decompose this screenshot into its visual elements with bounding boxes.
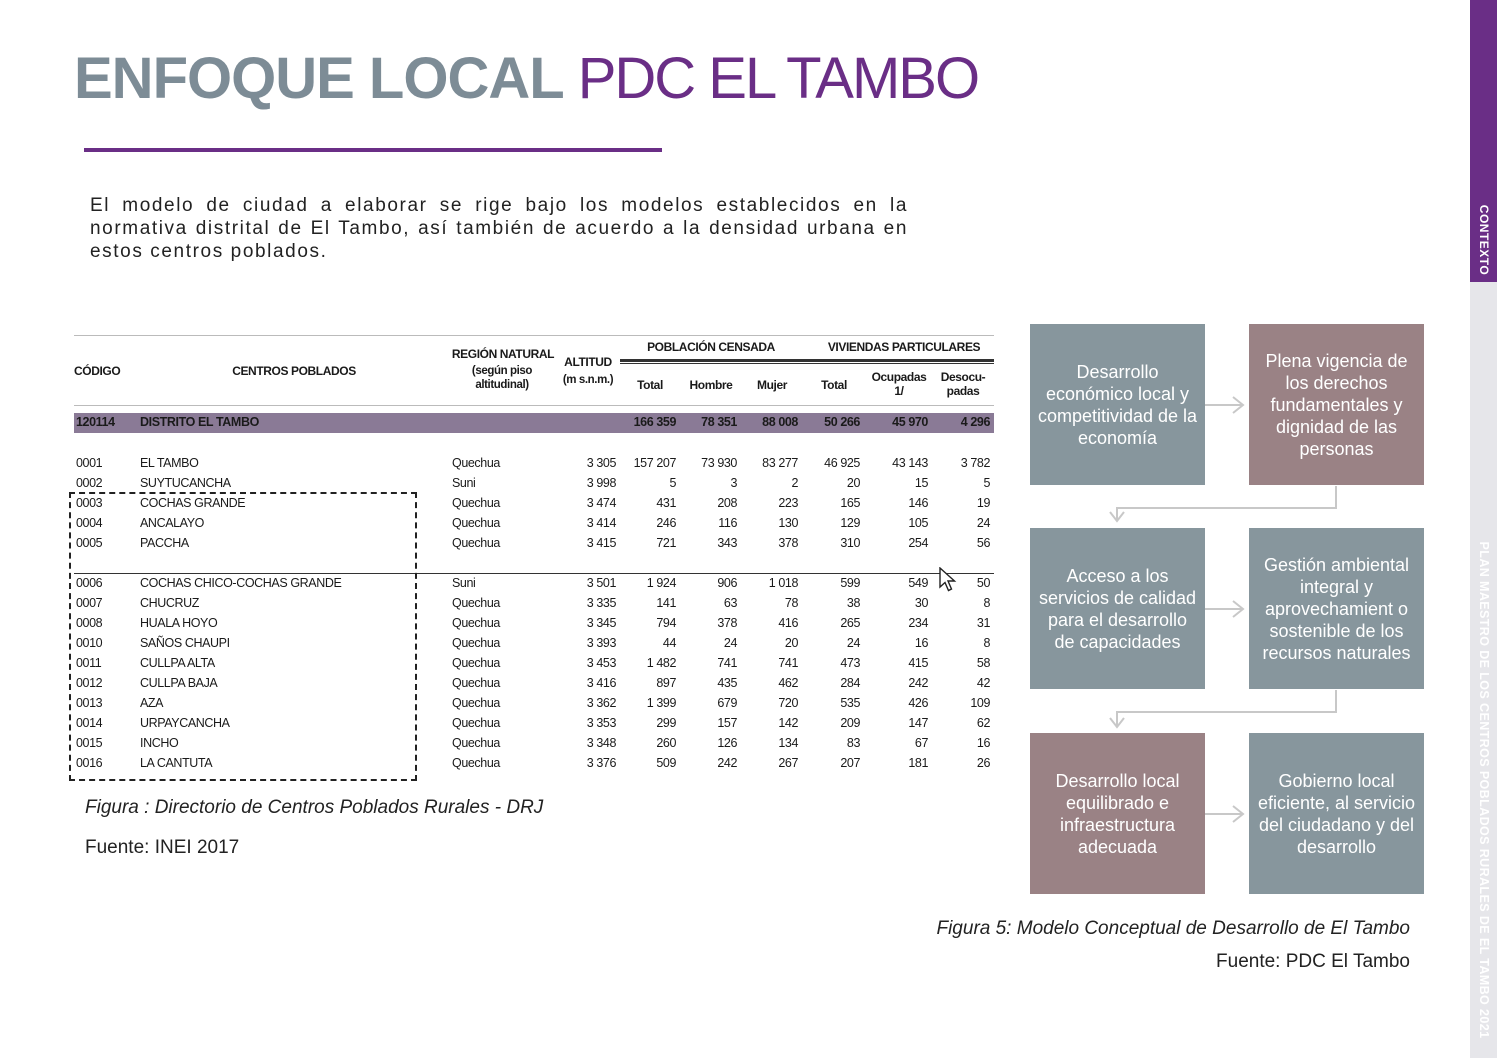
cell-alt: 3 415 bbox=[586, 536, 616, 550]
district-total: 166 359 bbox=[633, 415, 676, 429]
cell-hombre: 679 bbox=[717, 696, 737, 710]
cell-code: 0014 bbox=[76, 716, 103, 730]
cell-region: Quechua bbox=[452, 596, 500, 610]
cell-region: Quechua bbox=[452, 676, 500, 690]
district-viv-total: 50 266 bbox=[824, 415, 860, 429]
cell-name: SAÑOS CHAUPI bbox=[140, 636, 230, 650]
cell-desocupadas: 3 782 bbox=[960, 456, 990, 470]
cell-ocupadas: 67 bbox=[914, 736, 928, 750]
connector-4-5 bbox=[1117, 690, 1336, 726]
cell-mujer: 78 bbox=[784, 596, 798, 610]
cell-viv-total: 165 bbox=[840, 496, 860, 510]
cell-mujer: 142 bbox=[778, 716, 798, 730]
diagram-source: Fuente: PDC El Tambo bbox=[1216, 951, 1410, 972]
cell-name: CULLPA ALTA bbox=[140, 656, 215, 670]
cell-code: 0006 bbox=[76, 576, 103, 590]
cell-alt: 3 376 bbox=[586, 756, 616, 770]
header-centros: CENTROS POBLADOS bbox=[232, 364, 356, 378]
cell-desocupadas: 31 bbox=[976, 616, 990, 630]
cell-mujer: 20 bbox=[784, 636, 798, 650]
cell-desocupadas: 50 bbox=[976, 576, 990, 590]
header-region-sub: (según piso altitudinal) bbox=[471, 365, 533, 391]
cell-name: HUALA HOYO bbox=[140, 616, 218, 630]
cell-ocupadas: 16 bbox=[914, 636, 928, 650]
box-gobierno-local: Gobierno local eficiente, al servicio del ciudadano y del desarrollo bbox=[1249, 733, 1424, 894]
header-codigo: CÓDIGO bbox=[74, 364, 121, 378]
district-code: 120114 bbox=[76, 415, 115, 429]
cell-alt: 3 353 bbox=[586, 716, 616, 730]
cell-viv-total: 284 bbox=[840, 676, 860, 690]
header-ocupadas: Ocupadas 1/ bbox=[871, 370, 927, 398]
cell-desocupadas: 109 bbox=[970, 696, 990, 710]
cell-alt: 3 414 bbox=[586, 516, 616, 530]
cell-ocupadas: 242 bbox=[908, 676, 928, 690]
district-ocupadas: 45 970 bbox=[892, 415, 928, 429]
cell-desocupadas: 24 bbox=[976, 516, 990, 530]
cell-name: ANCALAYO bbox=[140, 516, 204, 530]
cell-alt: 3 305 bbox=[586, 456, 616, 470]
header-hombre: Hombre bbox=[689, 378, 733, 392]
cell-region: Quechua bbox=[452, 696, 500, 710]
cell-alt: 3 453 bbox=[586, 656, 616, 670]
header-poblacion: POBLACIÓN CENSADA bbox=[647, 340, 775, 354]
cell-alt: 3 345 bbox=[586, 616, 616, 630]
cell-hombre: 343 bbox=[717, 536, 737, 550]
cell-code: 0002 bbox=[76, 476, 103, 490]
intro-paragraph: El modelo de ciudad a elaborar se rige bajo los modelos establecidos en la normativa distrital de El Tambo, así también de acuerdo a la densidad urbana en estos centros poblados. bbox=[90, 195, 908, 262]
cell-mujer: 2 bbox=[791, 476, 798, 490]
cell-code: 0003 bbox=[76, 496, 103, 510]
cell-region: Quechua bbox=[452, 456, 500, 470]
diagram-caption: Figura 5: Modelo Conceptual de Desarrollo de El Tambo bbox=[936, 918, 1410, 939]
cell-alt: 3 998 bbox=[586, 476, 616, 490]
cell-name: URPAYCANCHA bbox=[140, 716, 230, 730]
cell-alt: 3 348 bbox=[586, 736, 616, 750]
cell-viv-total: 310 bbox=[840, 536, 860, 550]
cell-region: Quechua bbox=[452, 736, 500, 750]
box-desarrollo-economico: Desarrollo económico local y competitividad de la economía bbox=[1030, 324, 1205, 485]
cell-total: 246 bbox=[656, 516, 676, 530]
cell-name: AZA bbox=[140, 696, 164, 710]
box-gestion-ambiental: Gestión ambiental integral y aprovechamient o sostenible de los recursos naturales bbox=[1249, 528, 1424, 689]
cell-region: Quechua bbox=[452, 756, 500, 770]
header-mujer: Mujer bbox=[756, 378, 787, 392]
cell-viv-total: 265 bbox=[840, 616, 860, 630]
cell-desocupadas: 5 bbox=[983, 476, 990, 490]
cell-alt: 3 393 bbox=[586, 636, 616, 650]
cell-desocupadas: 8 bbox=[983, 596, 990, 610]
cell-code: 0015 bbox=[76, 736, 103, 750]
cell-mujer: 741 bbox=[778, 656, 798, 670]
cell-mujer: 267 bbox=[778, 756, 798, 770]
cell-code: 0010 bbox=[76, 636, 103, 650]
cell-mujer: 83 277 bbox=[762, 456, 798, 470]
cell-desocupadas: 58 bbox=[976, 656, 990, 670]
cell-ocupadas: 146 bbox=[908, 496, 928, 510]
cell-alt: 3 416 bbox=[586, 676, 616, 690]
cell-ocupadas: 181 bbox=[908, 756, 928, 770]
cell-ocupadas: 105 bbox=[908, 516, 928, 530]
cell-desocupadas: 62 bbox=[976, 716, 990, 730]
district-hombre: 78 351 bbox=[701, 415, 737, 429]
cell-hombre: 741 bbox=[717, 656, 737, 670]
cell-mujer: 378 bbox=[778, 536, 798, 550]
district-name: DISTRITO EL TAMBO bbox=[140, 415, 259, 429]
cell-code: 0005 bbox=[76, 536, 103, 550]
cell-code: 0016 bbox=[76, 756, 103, 770]
cell-total: 1 482 bbox=[646, 656, 676, 670]
header-region: REGIÓN NATURAL bbox=[451, 347, 555, 361]
cell-desocupadas: 42 bbox=[976, 676, 990, 690]
cell-ocupadas: 30 bbox=[914, 596, 928, 610]
district-mujer: 88 008 bbox=[762, 415, 798, 429]
cell-total: 897 bbox=[656, 676, 676, 690]
cell-hombre: 157 bbox=[717, 716, 737, 730]
box-derechos-fundamentales: Plena vigencia de los derechos fundamentales y dignidad de las personas bbox=[1249, 324, 1424, 485]
cell-alt: 3 501 bbox=[586, 576, 616, 590]
cell-region: Quechua bbox=[452, 636, 500, 650]
cell-region: Suni bbox=[452, 576, 476, 590]
cell-code: 0008 bbox=[76, 616, 103, 630]
cell-total: 260 bbox=[656, 736, 676, 750]
cell-ocupadas: 415 bbox=[908, 656, 928, 670]
cell-name: EL TAMBO bbox=[140, 456, 199, 470]
cell-hombre: 378 bbox=[717, 616, 737, 630]
cell-ocupadas: 43 143 bbox=[892, 456, 928, 470]
cell-hombre: 906 bbox=[717, 576, 737, 590]
table-source: Fuente: INEI 2017 bbox=[85, 837, 240, 858]
cell-viv-total: 473 bbox=[840, 656, 860, 670]
cell-region: Quechua bbox=[452, 716, 500, 730]
cell-mujer: 134 bbox=[778, 736, 798, 750]
cell-mujer: 416 bbox=[778, 616, 798, 630]
cell-region: Quechua bbox=[452, 496, 500, 510]
cell-viv-total: 129 bbox=[840, 516, 860, 530]
cell-total: 157 207 bbox=[633, 456, 676, 470]
cell-code: 0012 bbox=[76, 676, 103, 690]
cell-ocupadas: 254 bbox=[908, 536, 928, 550]
cell-code: 0013 bbox=[76, 696, 103, 710]
cell-code: 0011 bbox=[76, 656, 102, 670]
cell-ocupadas: 426 bbox=[908, 696, 928, 710]
cell-total: 5 bbox=[669, 476, 676, 490]
cell-desocupadas: 16 bbox=[976, 736, 990, 750]
cell-name: CULLPA BAJA bbox=[140, 676, 218, 690]
cell-alt: 3 362 bbox=[586, 696, 616, 710]
cell-total: 1 399 bbox=[646, 696, 676, 710]
cell-name: COCHAS GRANDE bbox=[140, 496, 246, 510]
cell-region: Quechua bbox=[452, 616, 500, 630]
cell-desocupadas: 8 bbox=[983, 636, 990, 650]
cell-region: Quechua bbox=[452, 536, 500, 550]
header-desocupadas: Desocu- padas bbox=[940, 370, 986, 398]
cell-desocupadas: 26 bbox=[976, 756, 990, 770]
cell-code: 0004 bbox=[76, 516, 103, 530]
cell-viv-total: 24 bbox=[846, 636, 860, 650]
cell-total: 1 924 bbox=[646, 576, 676, 590]
district-desocupadas: 4 296 bbox=[960, 415, 990, 429]
cell-name: SUYTUCANCHA bbox=[140, 476, 231, 490]
cell-name: LA CANTUTA bbox=[140, 756, 213, 770]
cell-viv-total: 207 bbox=[840, 756, 860, 770]
cell-hombre: 3 bbox=[730, 476, 737, 490]
cell-mujer: 223 bbox=[778, 496, 798, 510]
table-caption: Figura : Directorio de Centros Poblados Rurales - DRJ bbox=[85, 797, 544, 818]
cell-alt: 3 474 bbox=[586, 496, 616, 510]
cell-alt: 3 335 bbox=[586, 596, 616, 610]
cell-viv-total: 38 bbox=[846, 596, 860, 610]
cell-viv-total: 535 bbox=[840, 696, 860, 710]
cell-mujer: 130 bbox=[778, 516, 798, 530]
cell-ocupadas: 147 bbox=[908, 716, 928, 730]
cell-total: 431 bbox=[656, 496, 676, 510]
cell-region: Quechua bbox=[452, 516, 500, 530]
cell-hombre: 435 bbox=[717, 676, 737, 690]
cell-mujer: 720 bbox=[778, 696, 798, 710]
cell-hombre: 116 bbox=[718, 516, 737, 530]
cell-viv-total: 599 bbox=[840, 576, 860, 590]
header-viv-total: Total bbox=[821, 378, 847, 392]
cell-total: 44 bbox=[662, 636, 676, 650]
cell-total: 141 bbox=[656, 596, 676, 610]
cell-total: 721 bbox=[656, 536, 676, 550]
cell-name: CHUCRUZ bbox=[140, 596, 199, 610]
document-title-vertical: PLAN MAESTRO DE LOS CENTROS POBLADOS RURALES DE EL TAMBO 2021 bbox=[1477, 541, 1491, 1039]
cell-code: 0007 bbox=[76, 596, 103, 610]
cell-region: Quechua bbox=[452, 656, 500, 670]
cell-total: 299 bbox=[656, 716, 676, 730]
cell-viv-total: 209 bbox=[840, 716, 860, 730]
cell-total: 794 bbox=[656, 616, 676, 630]
cell-desocupadas: 56 bbox=[976, 536, 990, 550]
cell-hombre: 24 bbox=[723, 636, 737, 650]
cell-desocupadas: 19 bbox=[976, 496, 990, 510]
title-part-1: ENFOQUE LOCAL bbox=[74, 46, 563, 111]
cell-viv-total: 20 bbox=[846, 476, 860, 490]
cell-total: 509 bbox=[656, 756, 676, 770]
connector-2-3 bbox=[1117, 486, 1336, 520]
cell-ocupadas: 234 bbox=[908, 616, 928, 630]
header-altitud: ALTITUD bbox=[564, 355, 612, 369]
title-part-2: PDC EL TAMBO bbox=[577, 46, 979, 111]
cell-mujer: 1 018 bbox=[768, 576, 798, 590]
header-total: Total bbox=[637, 378, 663, 392]
cell-name: COCHAS CHICO-COCHAS GRANDE bbox=[140, 576, 342, 590]
cell-name: PACCHA bbox=[140, 536, 189, 550]
cell-hombre: 242 bbox=[717, 756, 737, 770]
cell-ocupadas: 15 bbox=[914, 476, 928, 490]
cell-hombre: 73 930 bbox=[701, 456, 737, 470]
cell-ocupadas: 549 bbox=[908, 576, 928, 590]
cell-hombre: 208 bbox=[717, 496, 737, 510]
header-viviendas: VIVIENDAS PARTICULARES bbox=[827, 340, 981, 354]
cell-hombre: 126 bbox=[717, 736, 737, 750]
cell-mujer: 462 bbox=[778, 676, 798, 690]
box-acceso-servicios: Acceso a los servicios de calidad para el desarrollo de capacidades bbox=[1030, 528, 1205, 689]
header-altitud-sub: (m s.n.m.) bbox=[562, 374, 614, 386]
section-label: CONTEXTO bbox=[1477, 204, 1491, 276]
cell-code: 0001 bbox=[76, 456, 103, 470]
cell-name: INCHO bbox=[140, 736, 179, 750]
cell-region: Suni bbox=[452, 476, 476, 490]
cell-hombre: 63 bbox=[723, 596, 737, 610]
cell-viv-total: 46 925 bbox=[824, 456, 860, 470]
box-desarrollo-local: Desarrollo local equilibrado e infraestructura adecuada bbox=[1030, 733, 1205, 894]
cell-viv-total: 83 bbox=[846, 736, 860, 750]
